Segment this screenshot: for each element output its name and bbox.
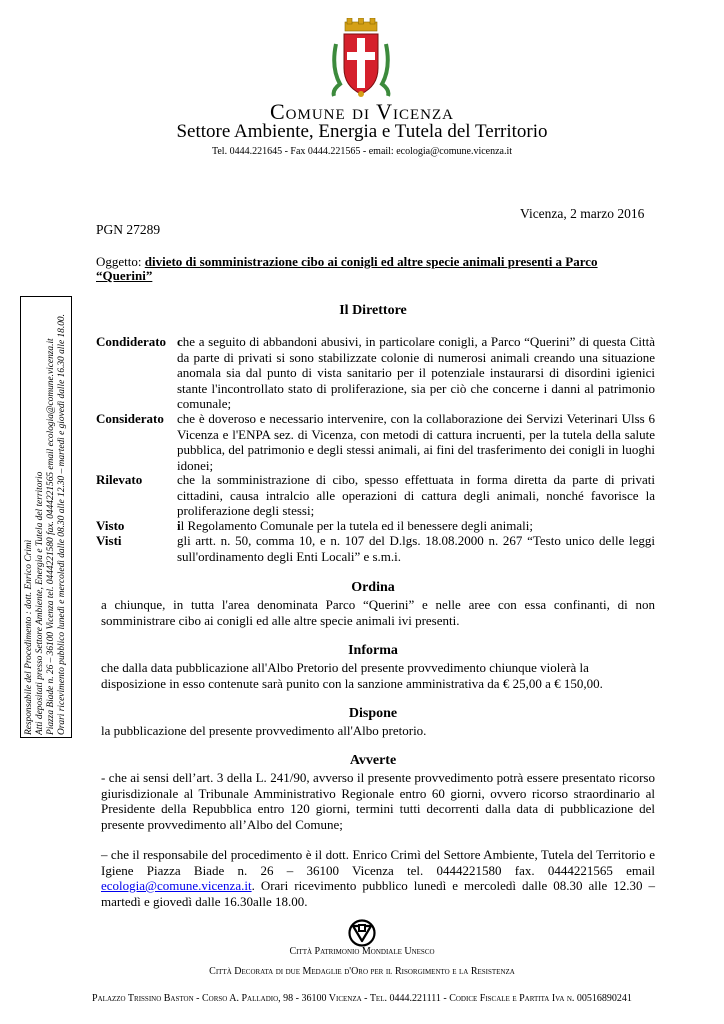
subject: [96, 255, 636, 283]
avverte-item: – che il responsabile del procedimento è il dott. Enrico Crimì del Settore Ambiente, Tutela del Territorio e Igiene Piazza Biade n. 26 – 36100 Vicenza tel. 0444221580 fax. 0444221565 email ecologia@comune.vicenza.it. Orari ricevimento pubblico lunedì e mercoledì dalle 08.30 alle 12.30 – martedì e giovedì dalle 16.30alle 18.00.: [101, 847, 655, 909]
vicenza-crest-icon: [328, 18, 394, 98]
ordina-heading: Ordina: [351, 580, 395, 595]
recital-label: Condiderato: [96, 334, 167, 349]
avverte-heading: Avverte: [349, 753, 397, 768]
director-heading: Il Direttore: [339, 303, 407, 318]
protocol-number: PGN 27289: [96, 222, 161, 237]
sidebar-line: Piazza Biade n. 26 – 36100 Vicenza tel. 0444221580 fax. 0444221565 email ecologia@comune.vicenza.it: [46, 338, 56, 735]
dispone-heading: Dispone: [348, 706, 398, 721]
recital-text: gli artt. n. 50, comma 10, e n. 107 del D.lgs. 18.08.2000 n. 267 “Testo unico delle leggi sull'ordinamento degli Enti Locali” e s.m.i.: [177, 533, 655, 564]
recital-label: Visti: [96, 533, 122, 548]
document-date: Vicenza, 2 marzo 2016: [520, 206, 645, 221]
footer-address: Palazzo Trissino Baston - Corso A. Palladio, 98 - 36100 Vicenza - Tel. 0444.221111 - Codice Fiscale e Partita Iva n. 00516890241: [92, 993, 632, 1004]
dispone-text: la pubblicazione del presente provvedimento all'Albo pretorio.: [101, 723, 427, 738]
ordina-text: a chiunque, in tutta l'area denominata Parco “Querini” e nelle aree con essa confinanti, di non somministrare cibo ai conigli ed alle altre specie animali ivi presenti.: [101, 597, 655, 628]
informa-text: che dalla data pubblicazione all'Albo Pretorio del presente provvedimento chiunque violerà la disposizione in esso contenute sarà punito con la sanzione amministrativa da € 25,00 a € 150,00.: [101, 660, 603, 691]
sidebar-line: Orari ricevimento pubblico lunedì e mercoledì dalle 08.30 alle 12.30 – martedì e giovedì dalle 16.30 alle 18.00.: [57, 314, 67, 735]
recital-label: Considerato: [96, 411, 164, 426]
recital-text: che è doveroso e necessario intervenire, con la collaborazione dei Servizi Veterinari Ulss 6 Vicenza e l'ENPA sez. di Vicenza, con metodi di cattura incruenti, per la tutela della salute pubblica, del patrimonio e degli stessi animali, ai fini del trasferimento dei conigli in luoghi idonei;: [177, 411, 655, 473]
subject-label: Oggetto:: [96, 254, 142, 269]
sidebar-line: Responsabile del Procedimento : dott. Enrico Crimì: [24, 539, 34, 735]
sidebar-info-box: [20, 296, 72, 738]
email-link[interactable]: ecologia@comune.vicenza.it: [101, 878, 252, 893]
recital-text: il Regolamento Comunale per la tutela ed il benessere degli animali;: [177, 518, 533, 533]
sidebar-line: Atti depositati presso Settore Ambiente, Energia e Tutela del territorio: [35, 471, 45, 735]
unesco-emblem-icon: [348, 919, 376, 947]
header-contacts: Tel. 0444.221645 - Fax 0444.221565 - email: ecologia@comune.vicenza.it: [211, 146, 513, 157]
recital-label: Rilevato: [96, 472, 143, 487]
informa-heading: Informa: [348, 643, 398, 658]
recital-label: Visto: [96, 518, 125, 533]
medals-caption: Città Decorata di due Medaglie d'Oro per il Risorgimento e la Resistenza: [209, 966, 515, 977]
comune-title: Comune di Vicenza: [270, 99, 454, 124]
unesco-caption: Città Patrimonio Mondiale Unesco: [289, 946, 435, 957]
avverte-item: - che ai sensi dell’art. 3 della L. 241/90, avverso il presente provvedimento potrà essere presentato ricorso giurisdizionale al Tribunale Amministrativo Regionale entro 60 giorni, ovvero ricorso straordinario al Presidente della Repubblica entro 120 giorni, termini tutti decorrenti dalla data di pubblicazione del presente provvedimento all’Albo del Comune;: [101, 770, 655, 832]
subject-text: divieto di somministrazione cibo ai conigli ed altre specie animali presenti a Parco “Querini”: [96, 254, 598, 283]
department-name: Settore Ambiente, Energia e Tutela del Territorio: [176, 121, 548, 142]
recital-text: che a seguito di abbandoni abusivi, in particolare conigli, a Parco “Querini” di questa Città da parte di privati si sono stabilizzate colonie di numerosi animali creando una situazione anomala sia dal punto di vista sanitario per il potenziale instaurarsi di disordini igienici stante l'incontrollato stato di proliferazione, sia per ciò che concerne i danni al patrimonio comunale;: [177, 334, 655, 411]
recital-text: che la somministrazione di cibo, spesso effettuata in forma diretta da parte di privati cittadini, causa intralcio alle operazioni di cattura degli animali, nonché favorisce la proliferazione degli stessi;: [177, 472, 655, 518]
